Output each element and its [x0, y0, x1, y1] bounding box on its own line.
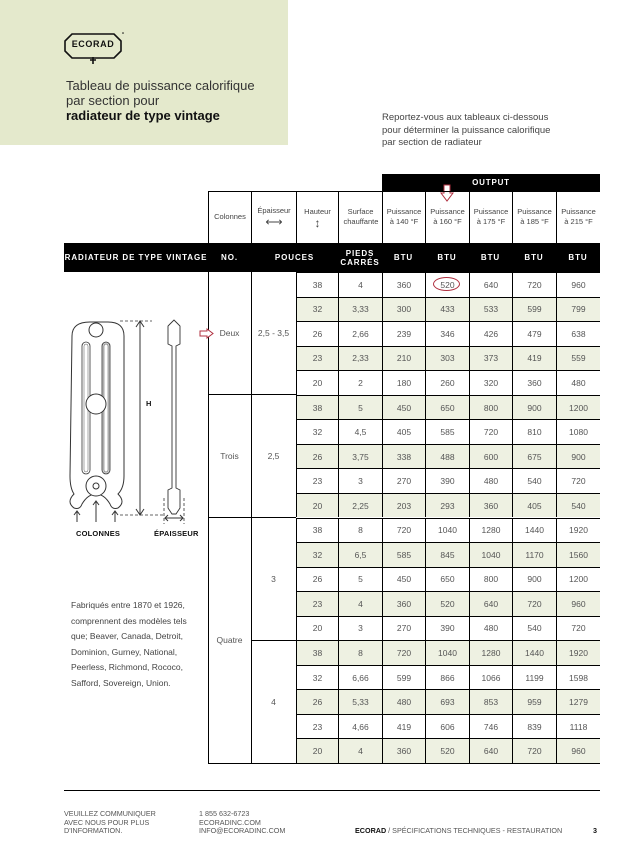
table-cell: 599	[382, 666, 425, 690]
table-cell: 4	[338, 739, 382, 763]
table-cell: 6,5	[338, 543, 382, 567]
table-cell: 1920	[556, 641, 600, 665]
table-row	[296, 297, 600, 322]
table-cell: 346	[425, 322, 469, 346]
table-cell: 360	[382, 273, 425, 297]
table-cell: 20	[296, 494, 338, 518]
col-header-surface	[338, 191, 382, 243]
footer-rule	[64, 790, 600, 791]
intro-text	[382, 112, 582, 150]
table-cell: 533	[469, 298, 512, 322]
table-cell: 866	[425, 666, 469, 690]
table-cell: 20	[296, 371, 338, 395]
col-header-185f	[512, 191, 556, 243]
table-cell: 480	[556, 371, 600, 395]
unit-pouces: POUCES	[274, 253, 315, 262]
footer-phone[interactable]: 1 855 632-6723	[199, 809, 250, 818]
table-cell: 1040	[469, 543, 512, 567]
table-cell: 845	[425, 543, 469, 567]
table-cell: 600	[469, 445, 512, 469]
intro-line-3: par section de radiateur	[382, 137, 482, 148]
col-label: Épaisseur	[257, 206, 291, 215]
table-row	[296, 370, 600, 395]
table-cell: 32	[296, 543, 338, 567]
col-header-215f	[556, 191, 600, 243]
table-cell: 23	[296, 469, 338, 493]
table-cell: 239	[382, 322, 425, 346]
table-cell: 746	[469, 715, 512, 739]
table-cell: 210	[382, 347, 425, 371]
unit-btu: BTU	[568, 253, 588, 262]
col-label: Puissance	[430, 207, 465, 216]
table-cell: 1118	[556, 715, 600, 739]
footer-line: VEUILLEZ COMMUNIQUER	[64, 809, 156, 818]
models-description	[71, 598, 206, 691]
footer-website-link[interactable]: ECORADINC.COM	[199, 817, 261, 827]
table-cell: 900	[556, 445, 600, 469]
table-row	[296, 665, 600, 690]
table-cell: 270	[382, 617, 425, 641]
col-label: Puissance	[473, 207, 509, 216]
radiator-diagram	[60, 316, 200, 526]
table-cell: 405	[512, 494, 556, 518]
table-cell: 540	[512, 617, 556, 641]
table-cell: 360	[382, 739, 425, 763]
group-divider	[208, 394, 296, 395]
col-sub: à 175 °F	[476, 217, 506, 226]
table-cell: 32	[296, 420, 338, 444]
logo-text: ECORAD	[71, 39, 115, 49]
col-label: Puissance	[386, 207, 422, 216]
table-cell: 720	[469, 420, 512, 444]
table-cell: 5	[338, 396, 382, 420]
colonnes-label: COLONNES	[76, 529, 121, 538]
ecorad-logo	[64, 31, 126, 65]
table-cell: 720	[382, 641, 425, 665]
col-label: Puissance	[517, 207, 552, 216]
table-row	[296, 567, 600, 592]
table-cell: 270	[382, 469, 425, 493]
table-cell: 320	[469, 371, 512, 395]
table-row	[296, 689, 600, 714]
table-cell: 488	[425, 445, 469, 469]
col-header-175f	[469, 191, 512, 243]
table-cell: 520	[425, 273, 469, 297]
table-cell: 1440	[512, 519, 556, 543]
table-cell: 3,33	[338, 298, 382, 322]
footer-section	[355, 827, 562, 836]
table-cell: 180	[382, 371, 425, 395]
table-cell: 433	[425, 298, 469, 322]
table-row	[296, 640, 600, 665]
table-cell: 839	[512, 715, 556, 739]
table-cell: 2,66	[338, 322, 382, 346]
col-sub: à 185 °F	[520, 217, 549, 226]
table-cell: 419	[512, 347, 556, 371]
table-cell: 32	[296, 666, 338, 690]
table-cell: 675	[512, 445, 556, 469]
table-cell: 26	[296, 690, 338, 714]
col-header-colonnes	[208, 191, 251, 243]
height-label: H	[146, 399, 152, 408]
table-cell: 3,75	[338, 445, 382, 469]
table-cell: 810	[512, 420, 556, 444]
table-cell: 390	[425, 469, 469, 493]
table-cell: 293	[425, 494, 469, 518]
table-row	[296, 468, 600, 493]
horizontal-arrow-icon: ⟷	[265, 215, 283, 229]
table-cell: 853	[469, 690, 512, 714]
footer-line: D'INFORMATION.	[64, 826, 123, 835]
table-row	[296, 518, 600, 543]
table-cell: 8	[338, 641, 382, 665]
table-cell: 450	[382, 396, 425, 420]
intro-line-1: Reportez-vous aux tableaux ci-dessous	[382, 112, 549, 123]
table-cell: 800	[469, 568, 512, 592]
unit-line: PIEDS	[345, 248, 375, 258]
table-cell: 450	[382, 568, 425, 592]
table-cell: 303	[425, 347, 469, 371]
table-cell: 900	[512, 568, 556, 592]
table-cell: 480	[382, 690, 425, 714]
table-cell: 26	[296, 445, 338, 469]
table-cell: 480	[469, 469, 512, 493]
table-cell: 1040	[425, 641, 469, 665]
table-cell: 5	[338, 568, 382, 592]
table-cell: 360	[382, 592, 425, 616]
epaisseur-quatre-b: 4	[271, 697, 276, 707]
vertical-arrow-icon: ↕	[314, 216, 321, 230]
table-cell: 650	[425, 396, 469, 420]
table-cell: 5,33	[338, 690, 382, 714]
table-cell: 1066	[469, 666, 512, 690]
output-header: OUTPUT	[382, 174, 600, 191]
page-number: 3	[593, 826, 597, 835]
table-cell: 38	[296, 396, 338, 420]
table-cell: 638	[556, 322, 600, 346]
table-row	[296, 616, 600, 641]
table-cell: 960	[556, 739, 600, 763]
table-cell: 960	[556, 273, 600, 297]
section-title: RADIATEUR DE TYPE VINTAGE	[64, 253, 208, 262]
table-cell: 1280	[469, 519, 512, 543]
title-line-2: par section pour	[66, 93, 160, 108]
table-cell: 3	[338, 469, 382, 493]
table-cell: 23	[296, 715, 338, 739]
unit-btu: BTU	[437, 253, 457, 262]
desc-line: que; Beaver, Canada, Detroit,	[71, 631, 183, 641]
intro-line-2: pour déterminer la puissance calorifique	[382, 124, 551, 136]
table-cell: 599	[512, 298, 556, 322]
footer-contact-info	[199, 810, 285, 836]
table-cell: 1279	[556, 690, 600, 714]
page-title	[66, 78, 255, 123]
table-cell: 606	[425, 715, 469, 739]
col-label: Colonnes	[214, 212, 246, 221]
desc-line: Peerless, Richmond, Rococo,	[71, 662, 183, 672]
table-cell: 360	[469, 494, 512, 518]
table-cell: 26	[296, 568, 338, 592]
subgroup-divider	[251, 640, 296, 641]
unit-btu: BTU	[524, 253, 544, 262]
table-cell: 640	[469, 739, 512, 763]
footer-line: AVEC NOUS POUR PLUS	[64, 817, 150, 827]
table-cell: 900	[512, 396, 556, 420]
table-cell: 960	[556, 592, 600, 616]
arrow-right-icon	[199, 328, 215, 339]
table-row	[296, 444, 600, 469]
table-cell: 479	[512, 322, 556, 346]
table-row	[296, 493, 600, 518]
col-label: Surface chauffante	[343, 207, 379, 226]
table-cell: 20	[296, 739, 338, 763]
table-row	[296, 321, 600, 346]
table-cell: 338	[382, 445, 425, 469]
table-cell: 26	[296, 322, 338, 346]
table-bottom-border	[208, 763, 600, 764]
table-cell: 1920	[556, 519, 600, 543]
table-cell: 640	[469, 273, 512, 297]
table-cell: 38	[296, 519, 338, 543]
table-cell: 720	[556, 469, 600, 493]
unit-pieds-carres	[338, 243, 382, 272]
table-cell: 203	[382, 494, 425, 518]
table-row	[296, 395, 600, 420]
title-line-1: Tableau de puissance calorifique	[66, 78, 255, 93]
unit-line: CARRÉS	[340, 257, 380, 267]
desc-line: Fabriqués entre 1870 et 1926,	[71, 600, 185, 610]
col-sub: à 215 °F	[564, 217, 593, 226]
table-cell: 540	[556, 494, 600, 518]
table-cell: 959	[512, 690, 556, 714]
table-cell: 720	[512, 592, 556, 616]
table-cell: 1280	[469, 641, 512, 665]
epaisseur-quatre-a: 3	[271, 574, 276, 584]
table-row	[296, 738, 600, 763]
table-cell: 2,25	[338, 494, 382, 518]
highlight-circle	[433, 277, 460, 291]
unit-btu: BTU	[480, 253, 501, 262]
table-cell: 559	[556, 347, 600, 371]
table-cell: 585	[425, 420, 469, 444]
table-cell: 1200	[556, 396, 600, 420]
table-cell: 38	[296, 273, 338, 297]
unit-no: NO.	[221, 253, 238, 262]
table-cell: 4,66	[338, 715, 382, 739]
table-cell: 23	[296, 347, 338, 371]
epaisseur-trois: 2,5	[267, 451, 280, 461]
footer-email-link[interactable]: INFO@ECORADINC.COM	[199, 826, 286, 835]
table-cell: 585	[382, 543, 425, 567]
col-sub: à 160 °F	[433, 217, 462, 226]
table-cell: 650	[425, 568, 469, 592]
table-cell: 419	[382, 715, 425, 739]
table-cell: 1440	[512, 641, 556, 665]
table-cell: 1199	[512, 666, 556, 690]
desc-line: Dominion, Gurney, National,	[71, 646, 178, 657]
header-panel	[0, 0, 288, 145]
table-cell: 1080	[556, 420, 600, 444]
group-divider	[208, 517, 296, 518]
table-cell: 300	[382, 298, 425, 322]
col-sub: à 140 °F	[389, 217, 419, 226]
table-row	[296, 714, 600, 739]
table-cell: 3	[338, 617, 382, 641]
table-cell: 720	[512, 273, 556, 297]
table-cell: 720	[512, 739, 556, 763]
table-cell: 426	[469, 322, 512, 346]
table-row	[296, 542, 600, 567]
table-row	[296, 419, 600, 444]
table-cell: 405	[382, 420, 425, 444]
table-cell: 540	[512, 469, 556, 493]
desc-line: Safford, Sovereign, Union.	[71, 677, 171, 688]
footer-contact-note	[64, 810, 156, 836]
table-cell: 38	[296, 641, 338, 665]
col-label: Hauteur	[304, 207, 331, 216]
table-cell: 4,5	[338, 420, 382, 444]
col-header-160f	[425, 191, 469, 243]
table-cell: 1560	[556, 543, 600, 567]
table-cell: 480	[469, 617, 512, 641]
table-cell: 8	[338, 519, 382, 543]
table-row	[296, 346, 600, 371]
col-header-epaisseur	[251, 191, 296, 243]
table-cell: 32	[296, 298, 338, 322]
table-cell: 720	[382, 519, 425, 543]
table-cell: 640	[469, 592, 512, 616]
unit-btu: BTU	[393, 253, 414, 262]
table-cell: 6,66	[338, 666, 382, 690]
footer-section-title: / SPÉCIFICATIONS TECHNIQUES - RESTAURATION	[386, 826, 563, 835]
col-header-140f	[382, 191, 425, 243]
table-row	[296, 591, 600, 616]
footer-brand: ECORAD	[355, 826, 387, 835]
table-cell: 799	[556, 298, 600, 322]
colonnes-trois: Trois	[220, 451, 239, 461]
table-cell: 520	[425, 739, 469, 763]
colonnes-deux: Deux	[219, 328, 240, 338]
desc-line: comprennent des modèles tels	[71, 615, 187, 626]
table-cell: 693	[425, 690, 469, 714]
table-cell: 1040	[425, 519, 469, 543]
colonnes-quatre: Quatre	[216, 635, 243, 645]
table-cell: 360	[512, 371, 556, 395]
table-cell: 390	[425, 617, 469, 641]
table-cell: 23	[296, 592, 338, 616]
table-cell: 1200	[556, 568, 600, 592]
table-cell: 20	[296, 617, 338, 641]
epaisseur-label: ÉPAISSEUR	[154, 529, 199, 538]
table-cell: 800	[469, 396, 512, 420]
title-bold: radiateur de type vintage	[66, 108, 220, 123]
col-label: Puissance	[561, 207, 596, 216]
table-cell: 4	[338, 273, 382, 297]
table-cell: 373	[469, 347, 512, 371]
col-header-hauteur	[296, 191, 338, 243]
table-cell: 720	[556, 617, 600, 641]
epaisseur-deux: 2,5 - 3,5	[257, 328, 290, 338]
table-cell: 2,33	[338, 347, 382, 371]
table-cell: 1598	[556, 666, 600, 690]
table-cell: 520	[425, 592, 469, 616]
table-cell: 260	[425, 371, 469, 395]
table-cell: 2	[338, 371, 382, 395]
table-cell: 1170	[512, 543, 556, 567]
table-cell: 4	[338, 592, 382, 616]
